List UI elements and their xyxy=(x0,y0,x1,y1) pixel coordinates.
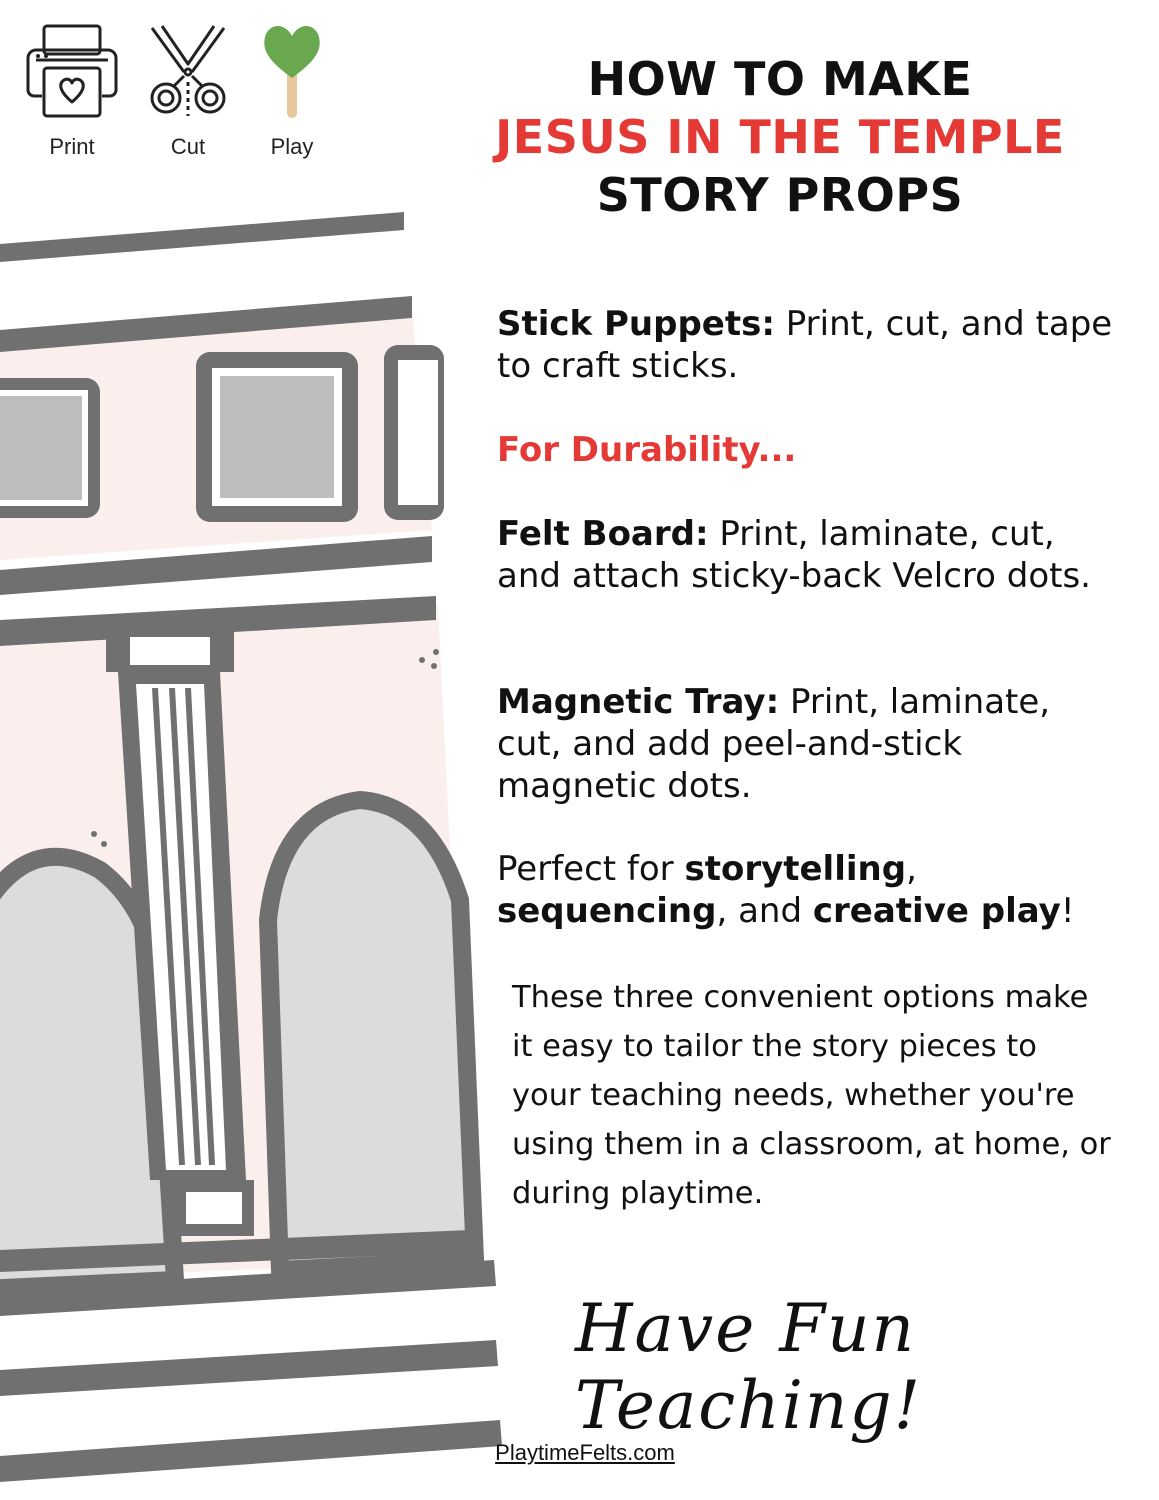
magnetic-tray-label: Magnetic Tray: xyxy=(497,682,780,722)
signature: Have Fun Teaching! xyxy=(575,1290,923,1444)
perfect-text-2: , xyxy=(906,849,917,889)
cut-label: Cut xyxy=(170,134,206,159)
print-label: Print xyxy=(49,134,95,159)
window-center xyxy=(196,352,358,522)
perfect-bold-creative-play: creative play xyxy=(812,891,1061,931)
stick-puppets-section xyxy=(497,303,1117,387)
felt-board-label: Felt Board: xyxy=(497,514,709,554)
window-left xyxy=(0,378,100,518)
title-line-3: STORY PROPS xyxy=(596,168,964,222)
play-step xyxy=(242,20,342,160)
options-paragraph: These three convenient options make it easy to tailor the story pieces to your teaching needs, whether you're using them in a classroom, at home, or during playtime. xyxy=(512,980,1111,1211)
perfect-text-3: , and xyxy=(716,891,813,931)
perfect-for-text xyxy=(497,848,1117,932)
printer-heart-icon xyxy=(22,20,122,120)
play-label: Play xyxy=(270,134,314,159)
perfect-text-1: Perfect for xyxy=(497,849,685,889)
title-line-2: JESUS IN THE TEMPLE xyxy=(495,110,1065,164)
page-title xyxy=(450,50,1110,224)
magnetic-tray-text: Print, laminate, cut, and add peel-and-stick magnetic dots. xyxy=(497,682,1051,806)
title-line-1: HOW TO MAKE xyxy=(587,52,973,106)
perfect-bold-storytelling: storytelling xyxy=(684,849,907,889)
stick-puppets-text: Print, cut, and tape to craft sticks. xyxy=(497,304,1113,386)
durability-heading: For Durability... xyxy=(497,430,797,470)
window-right xyxy=(384,345,444,520)
scissors-icon xyxy=(138,20,238,120)
felt-board-section xyxy=(497,513,1117,597)
heart-stick-puppet-icon xyxy=(242,20,342,120)
footer-link[interactable]: PlaytimeFelts.com xyxy=(495,1440,675,1465)
print-step xyxy=(22,20,122,160)
temple-illustration xyxy=(0,200,520,1500)
cut-step xyxy=(138,20,238,160)
felt-board-text: Print, laminate, cut, and attach sticky-back Velcro dots. xyxy=(497,514,1091,596)
perfect-bold-sequencing: sequencing xyxy=(497,891,717,931)
magnetic-tray-section xyxy=(497,681,1117,807)
perfect-text-4: ! xyxy=(1060,891,1075,931)
stick-puppets-label: Stick Puppets: xyxy=(497,304,775,344)
